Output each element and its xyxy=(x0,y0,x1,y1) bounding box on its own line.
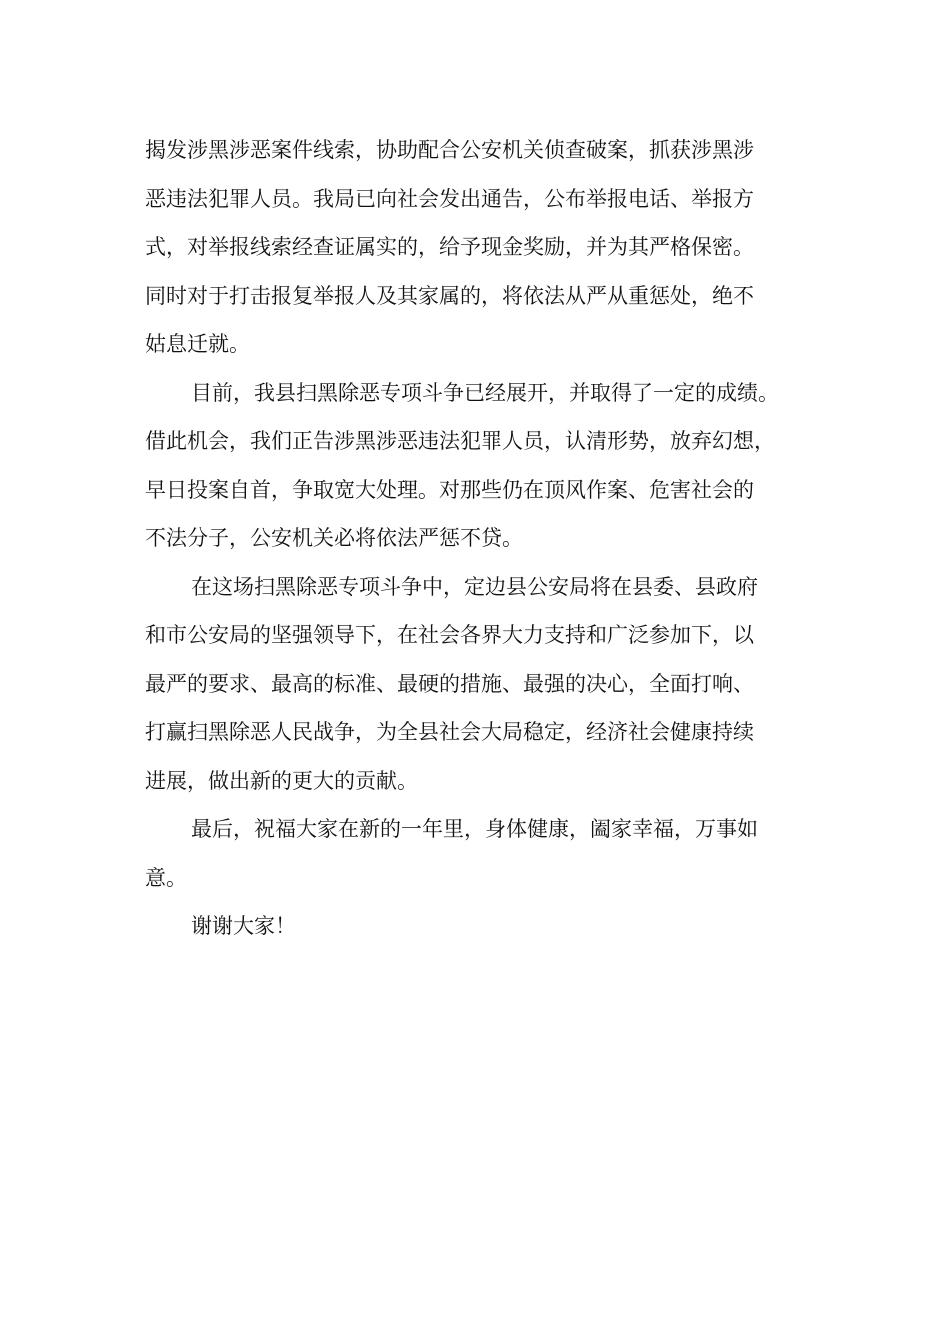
paragraph-line: 意。 xyxy=(145,865,187,890)
paragraph-line: 揭发涉黑涉恶案件线索，协助配合公安机关侦查破案，抓获涉黑涉 xyxy=(145,138,754,162)
paragraph-line: 早日投案自首，争取宽大处理。对那些仍在顶风作案、危害社会的 xyxy=(145,477,754,502)
paragraph-line: 进展，做出新的更大的贡献。 xyxy=(145,768,418,793)
paragraph-4 xyxy=(145,805,835,902)
paragraph-line: 不法分子，公安机关必将依法严惩不贷。 xyxy=(145,526,523,550)
paragraph-3 xyxy=(145,563,835,806)
closing-line: 谢谢大家！ xyxy=(191,914,296,938)
paragraph-line: 恶违法犯罪人员。我局已向社会发出通告，公布举报电话、举报方 xyxy=(145,186,754,211)
paragraph-line: 目前，我县扫黑除恶专项斗争已经展开，并取得了一定的成绩。 xyxy=(191,380,779,405)
paragraph-line: 在这场扫黑除恶专项斗争中，定边县公安局将在县委、县政府 xyxy=(191,574,758,599)
paragraph-line: 姑息迁就。 xyxy=(145,332,250,356)
paragraph-line: 借此机会，我们正告涉黑涉恶违法犯罪人员，认清形势，放弃幻想， xyxy=(145,429,775,453)
paragraph-line: 最严的要求、最高的标准、最硬的措施、最强的决心，全面打响、 xyxy=(145,671,754,696)
document-body xyxy=(145,126,835,951)
paragraph-line: 同时对于打击报复举报人及其家属的，将依法从严从重惩处，绝不 xyxy=(145,283,754,308)
paragraph-line: 最后，祝福大家在新的一年里，身体健康，阖家幸福，万事如 xyxy=(191,817,758,841)
paragraph-line: 打赢扫黑除恶人民战争，为全县社会大局稳定，经济社会健康持续 xyxy=(145,720,754,744)
paragraph-2 xyxy=(145,369,835,563)
paragraph-5 xyxy=(145,902,835,951)
paragraph-line: 和市公安局的坚强领导下，在社会各界大力支持和广泛参加下，以 xyxy=(145,623,754,647)
paragraph-line: 式，对举报线索经查证属实的，给予现金奖励，并为其严格保密。 xyxy=(145,235,754,259)
paragraph-1 xyxy=(145,126,835,369)
